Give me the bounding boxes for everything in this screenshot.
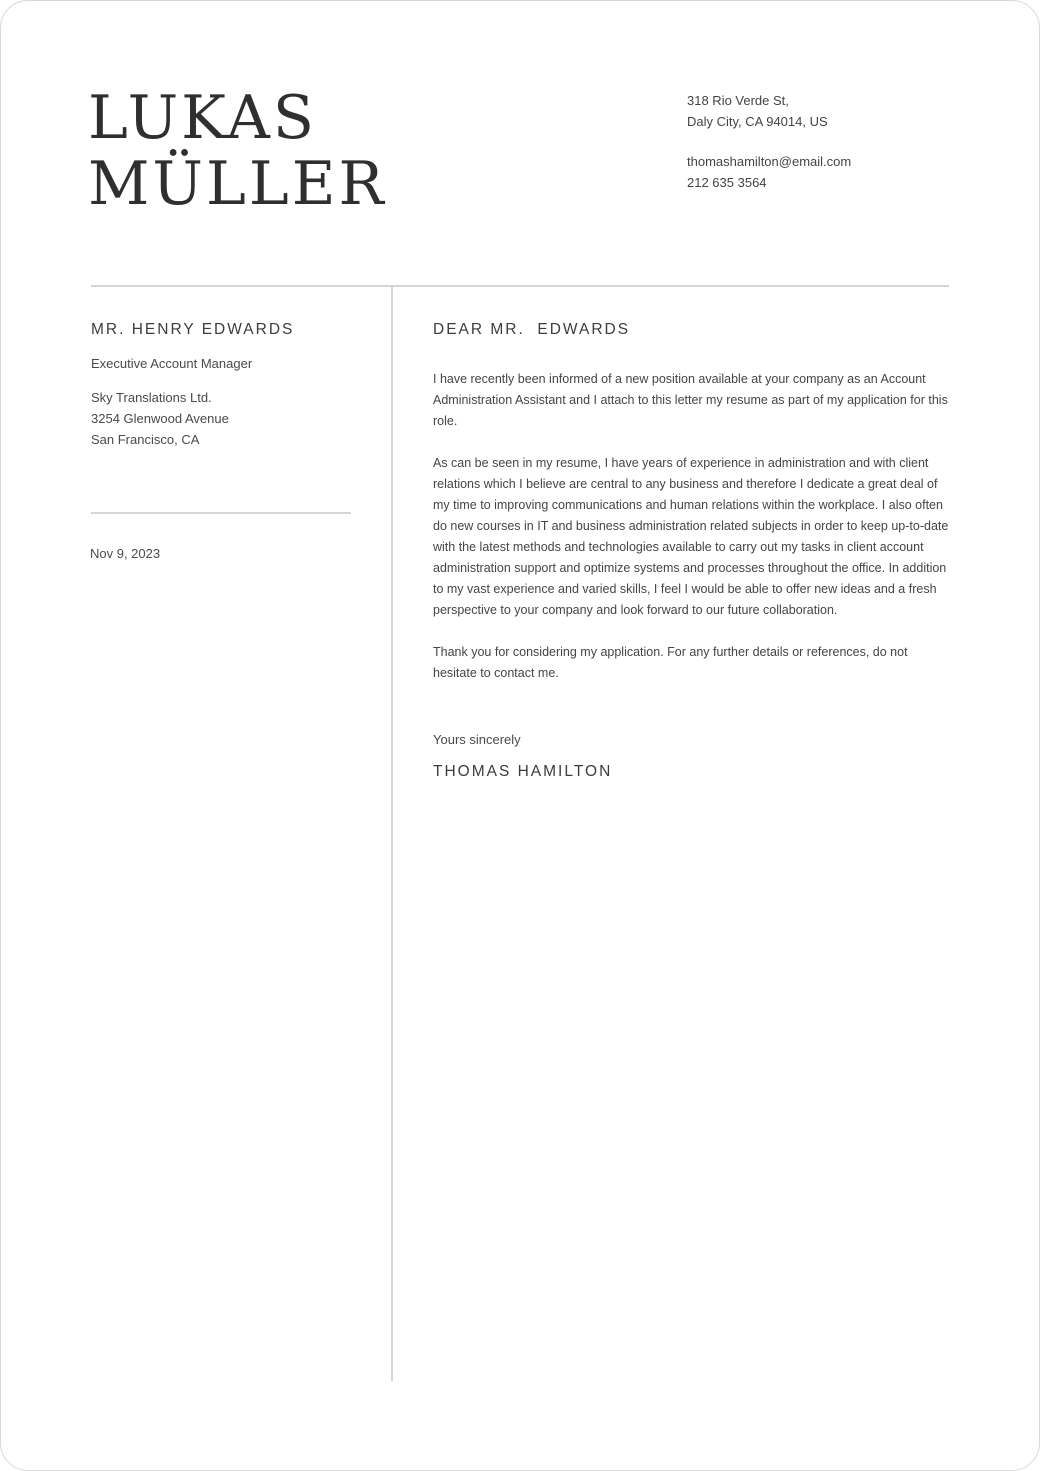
recipient-street: 3254 Glenwood Avenue [91,411,229,426]
sidebar-divider [91,512,351,514]
recipient-name: MR. HENRY EDWARDS [91,321,295,338]
contact-info [687,91,851,213]
recipient-company: Sky Translations Ltd. [91,390,212,405]
letter-date: Nov 9, 2023 [90,546,161,561]
applicant-first-name: LUKAS [88,83,317,153]
recipient-title: Executive Account Manager [91,356,253,371]
closing: Yours sincerely [433,732,521,747]
applicant-name [88,85,387,217]
recipient-city: San Francisco, CA [91,432,200,447]
email-text: thomashamilton@email.com [687,154,852,169]
letter-body [433,369,953,705]
address-block [687,91,851,132]
contact-block [687,152,851,193]
signature-name: THOMAS HAMILTON [433,763,613,780]
letter-paragraph: Thank you for considering my application. For any further details or references, do not hesitate to contact me. [433,645,908,680]
header-divider [91,285,949,287]
letter-paragraph: As can be seen in my resume, I have years of experience in administration and with client relations which I believe are central to any business and therefore I dedicate a great deal of my time to improving communications and human relations within the workplace. I also often do new courses in IT and business administration related subjects in order to keep up-to-date with the latest methods and technologies available to carry out my tasks in client account administration support and optimize systems and processes throughout the office. In addition to my vast experience and varied skills, I feel I would be able to offer new ideas and a fresh perspective to your company and look forward to our future collaboration. [433,456,949,617]
applicant-last-name: MÜLLER [88,149,387,219]
letter-paragraph: I have recently been informed of a new position available at your company as an Account Administration Assistant and I attach to this letter my resume as part of my application for this role. [433,372,948,428]
recipient-address [91,387,229,450]
salutation: DEAR MR. EDWARDS [433,321,631,338]
phone-text: 212 635 3564 [687,174,767,190]
address-line2: Daly City, CA 94014, US [687,113,828,129]
address-line1: 318 Rio Verde St, [687,93,789,108]
column-divider [391,287,393,1381]
